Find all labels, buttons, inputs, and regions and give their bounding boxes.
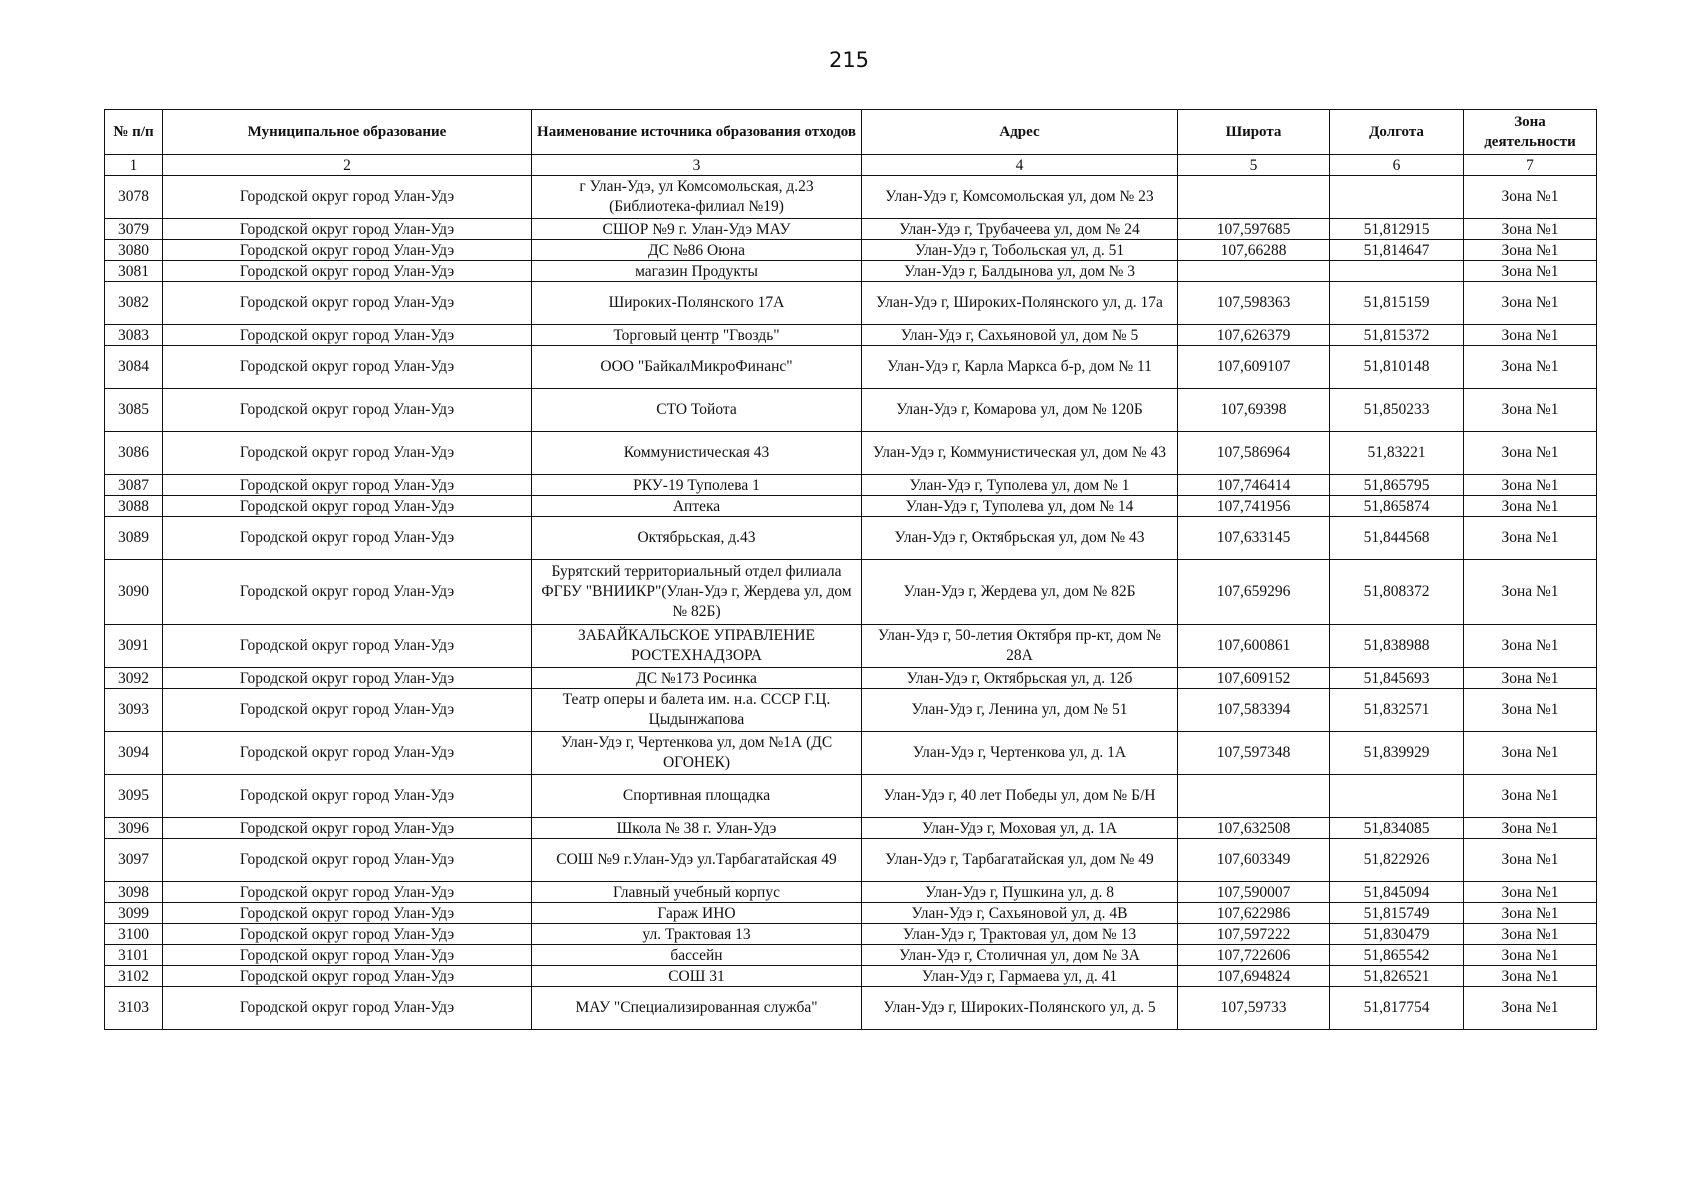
zone-cell: Зона №1 [1464, 240, 1597, 261]
column-number: 1 [105, 155, 163, 176]
source-name-cell: Октябрьская, д.43 [532, 517, 862, 560]
table-row [105, 389, 1597, 432]
latitude-cell: 107,609107 [1178, 346, 1330, 389]
table-row [105, 966, 1597, 987]
row-number-cell: 3090 [105, 560, 163, 625]
source-name-cell: Главный учебный корпус [532, 882, 862, 903]
table-row [105, 261, 1597, 282]
address-cell: Улан-Удэ г, Гармаева ул, д. 41 [862, 966, 1178, 987]
row-number-cell: 3082 [105, 282, 163, 325]
zone-cell: Зона №1 [1464, 924, 1597, 945]
source-name-cell: СОШ №9 г.Улан-Удэ ул.Тарбагатайская 49 [532, 839, 862, 882]
row-number-cell: 3079 [105, 219, 163, 240]
source-name-cell: Широких-Полянского 17А [532, 282, 862, 325]
latitude-cell: 107,622986 [1178, 903, 1330, 924]
municipality-cell: Городской округ город Улан-Удэ [163, 432, 532, 475]
longitude-cell: 51,817754 [1330, 987, 1464, 1030]
zone-cell: Зона №1 [1464, 496, 1597, 517]
longitude-cell: 51,832571 [1330, 689, 1464, 732]
latitude-cell: 107,583394 [1178, 689, 1330, 732]
longitude-cell: 51,839929 [1330, 732, 1464, 775]
address-cell: Улан-Удэ г, Туполева ул, дом № 14 [862, 496, 1178, 517]
row-number-cell: 3086 [105, 432, 163, 475]
longitude-cell: 51,844568 [1330, 517, 1464, 560]
municipality-cell: Городской округ город Улан-Удэ [163, 176, 532, 219]
latitude-cell [1178, 775, 1330, 818]
address-cell: Улан-Удэ г, Ленина ул, дом № 51 [862, 689, 1178, 732]
row-number-cell: 3083 [105, 325, 163, 346]
source-name-cell: ДС №173 Росинка [532, 668, 862, 689]
latitude-cell: 107,632508 [1178, 818, 1330, 839]
address-cell: Улан-Удэ г, Балдынова ул, дом № 3 [862, 261, 1178, 282]
table-row [105, 775, 1597, 818]
header-cell: Адрес [862, 110, 1178, 155]
address-cell: Улан-Удэ г, Трактовая ул, дом № 13 [862, 924, 1178, 945]
longitude-cell [1330, 261, 1464, 282]
row-number-cell: 3100 [105, 924, 163, 945]
table-row [105, 924, 1597, 945]
address-cell: Улан-Удэ г, Октябрьская ул, д. 12б [862, 668, 1178, 689]
municipality-cell: Городской округ город Улан-Удэ [163, 668, 532, 689]
source-name-cell: Театр оперы и балета им. н.а. СССР Г.Ц. Цыдынжапова [532, 689, 862, 732]
column-number: 3 [532, 155, 862, 176]
source-name-cell: ООО "БайкалМикроФинанс" [532, 346, 862, 389]
municipality-cell: Городской округ город Улан-Удэ [163, 987, 532, 1030]
latitude-cell: 107,586964 [1178, 432, 1330, 475]
latitude-cell: 107,597685 [1178, 219, 1330, 240]
source-name-cell: Школа № 38 г. Улан-Удэ [532, 818, 862, 839]
latitude-cell [1178, 176, 1330, 219]
longitude-cell: 51,834085 [1330, 818, 1464, 839]
page-number: 215 [828, 48, 870, 72]
row-number-cell: 3095 [105, 775, 163, 818]
source-name-cell: Коммунистическая 43 [532, 432, 862, 475]
zone-cell: Зона №1 [1464, 261, 1597, 282]
zone-cell: Зона №1 [1464, 689, 1597, 732]
row-number-cell: 3087 [105, 475, 163, 496]
source-name-cell: магазин Продукты [532, 261, 862, 282]
municipality-cell: Городской округ город Улан-Удэ [163, 325, 532, 346]
longitude-cell: 51,826521 [1330, 966, 1464, 987]
latitude-cell: 107,694824 [1178, 966, 1330, 987]
zone-cell: Зона №1 [1464, 346, 1597, 389]
source-name-cell: Торговый центр "Гвоздь" [532, 325, 862, 346]
header-cell: № п/п [105, 110, 163, 155]
table-row [105, 240, 1597, 261]
table-body [105, 176, 1597, 1030]
source-name-cell: ул. Трактовая 13 [532, 924, 862, 945]
source-name-cell: Бурятский территориальный отдел филиала ФГБУ "ВНИИКР"(Улан-Удэ г, Жердева ул, дом № 82Б) [532, 560, 862, 625]
address-cell: Улан-Удэ г, Карла Маркса б-р, дом № 11 [862, 346, 1178, 389]
table-row [105, 176, 1597, 219]
table-row [105, 987, 1597, 1030]
latitude-cell: 107,59733 [1178, 987, 1330, 1030]
table-row [105, 282, 1597, 325]
zone-cell: Зона №1 [1464, 945, 1597, 966]
zone-cell: Зона №1 [1464, 432, 1597, 475]
longitude-cell: 51,814647 [1330, 240, 1464, 261]
address-cell: Улан-Удэ г, Широких-Полянского ул, д. 17а [862, 282, 1178, 325]
longitude-cell: 51,822926 [1330, 839, 1464, 882]
latitude-cell [1178, 261, 1330, 282]
latitude-cell: 107,746414 [1178, 475, 1330, 496]
zone-cell: Зона №1 [1464, 818, 1597, 839]
municipality-cell: Городской округ город Улан-Удэ [163, 775, 532, 818]
zone-cell: Зона №1 [1464, 839, 1597, 882]
municipality-cell: Городской округ город Улан-Удэ [163, 689, 532, 732]
municipality-cell: Городской округ город Улан-Удэ [163, 261, 532, 282]
address-cell: Улан-Удэ г, Широких-Полянского ул, д. 5 [862, 987, 1178, 1030]
table-row [105, 689, 1597, 732]
row-number-cell: 3098 [105, 882, 163, 903]
longitude-cell: 51,838988 [1330, 625, 1464, 668]
municipality-cell: Городской округ город Улан-Удэ [163, 945, 532, 966]
row-number-cell: 3101 [105, 945, 163, 966]
table-row [105, 346, 1597, 389]
table-row [105, 732, 1597, 775]
table-row [105, 219, 1597, 240]
source-name-cell: РКУ-19 Туполева 1 [532, 475, 862, 496]
row-number-cell: 3103 [105, 987, 163, 1030]
zone-cell: Зона №1 [1464, 732, 1597, 775]
longitude-cell [1330, 775, 1464, 818]
table-row [105, 945, 1597, 966]
address-cell: Улан-Удэ г, Туполева ул, дом № 1 [862, 475, 1178, 496]
municipality-cell: Городской округ город Улан-Удэ [163, 903, 532, 924]
longitude-cell: 51,83221 [1330, 432, 1464, 475]
zone-cell: Зона №1 [1464, 560, 1597, 625]
municipality-cell: Городской округ город Улан-Удэ [163, 240, 532, 261]
longitude-cell: 51,845693 [1330, 668, 1464, 689]
longitude-cell: 51,808372 [1330, 560, 1464, 625]
column-number: 7 [1464, 155, 1597, 176]
header-row [105, 110, 1597, 155]
table-row [105, 839, 1597, 882]
latitude-cell: 107,609152 [1178, 668, 1330, 689]
row-number-cell: 3078 [105, 176, 163, 219]
header-cell: Муниципальное образование [163, 110, 532, 155]
address-cell: Улан-Удэ г, Трубачеева ул, дом № 24 [862, 219, 1178, 240]
row-number-cell: 3089 [105, 517, 163, 560]
longitude-cell [1330, 176, 1464, 219]
header-cell: Долгота [1330, 110, 1464, 155]
zone-cell: Зона №1 [1464, 325, 1597, 346]
source-name-cell: СТО Тойота [532, 389, 862, 432]
address-cell: Улан-Удэ г, Жердева ул, дом № 82Б [862, 560, 1178, 625]
municipality-cell: Городской округ город Улан-Удэ [163, 389, 532, 432]
address-cell: Улан-Удэ г, Коммунистическая ул, дом № 43 [862, 432, 1178, 475]
longitude-cell: 51,810148 [1330, 346, 1464, 389]
zone-cell: Зона №1 [1464, 219, 1597, 240]
row-number-cell: 3081 [105, 261, 163, 282]
source-name-cell: г Улан-Удэ, ул Комсомольская, д.23 (Библиотека-филиал №19) [532, 176, 862, 219]
latitude-cell: 107,741956 [1178, 496, 1330, 517]
zone-cell: Зона №1 [1464, 966, 1597, 987]
longitude-cell: 51,865542 [1330, 945, 1464, 966]
longitude-cell: 51,865874 [1330, 496, 1464, 517]
source-name-cell: СШОР №9 г. Улан-Удэ МАУ [532, 219, 862, 240]
address-cell: Улан-Удэ г, Тобольская ул, д. 51 [862, 240, 1178, 261]
municipality-cell: Городской округ город Улан-Удэ [163, 882, 532, 903]
latitude-cell: 107,603349 [1178, 839, 1330, 882]
longitude-cell: 51,815159 [1330, 282, 1464, 325]
zone-cell: Зона №1 [1464, 903, 1597, 924]
table-row [105, 903, 1597, 924]
source-name-cell: СОШ 31 [532, 966, 862, 987]
column-number: 4 [862, 155, 1178, 176]
row-number-cell: 3102 [105, 966, 163, 987]
column-number: 2 [163, 155, 532, 176]
address-cell: Улан-Удэ г, Пушкина ул, д. 8 [862, 882, 1178, 903]
longitude-cell: 51,845094 [1330, 882, 1464, 903]
municipality-cell: Городской округ город Улан-Удэ [163, 346, 532, 389]
latitude-cell: 107,66288 [1178, 240, 1330, 261]
table-row [105, 325, 1597, 346]
municipality-cell: Городской округ город Улан-Удэ [163, 560, 532, 625]
address-cell: Улан-Удэ г, Октябрьская ул, дом № 43 [862, 517, 1178, 560]
row-number-cell: 3091 [105, 625, 163, 668]
column-number-row [105, 155, 1597, 176]
latitude-cell: 107,626379 [1178, 325, 1330, 346]
zone-cell: Зона №1 [1464, 775, 1597, 818]
municipality-cell: Городской округ город Улан-Удэ [163, 517, 532, 560]
source-name-cell: МАУ "Специализированная служба" [532, 987, 862, 1030]
municipality-cell: Городской округ город Улан-Удэ [163, 732, 532, 775]
table-row [105, 560, 1597, 625]
table-row [105, 625, 1597, 668]
latitude-cell: 107,69398 [1178, 389, 1330, 432]
row-number-cell: 3084 [105, 346, 163, 389]
municipality-cell: Городской округ город Улан-Удэ [163, 496, 532, 517]
longitude-cell: 51,850233 [1330, 389, 1464, 432]
latitude-cell: 107,597348 [1178, 732, 1330, 775]
source-name-cell: бассейн [532, 945, 862, 966]
zone-cell: Зона №1 [1464, 668, 1597, 689]
table-row [105, 432, 1597, 475]
longitude-cell: 51,812915 [1330, 219, 1464, 240]
address-cell: Улан-Удэ г, 50-летия Октября пр-кт, дом № 28А [862, 625, 1178, 668]
zone-cell: Зона №1 [1464, 282, 1597, 325]
longitude-cell: 51,830479 [1330, 924, 1464, 945]
longitude-cell: 51,865795 [1330, 475, 1464, 496]
source-name-cell: Улан-Удэ г, Чертенкова ул, дом №1А (ДС ОГОНЕК) [532, 732, 862, 775]
row-number-cell: 3093 [105, 689, 163, 732]
row-number-cell: 3085 [105, 389, 163, 432]
address-cell: Улан-Удэ г, Столичная ул, дом № 3А [862, 945, 1178, 966]
table-row [105, 475, 1597, 496]
address-cell: Улан-Удэ г, Чертенкова ул, д. 1А [862, 732, 1178, 775]
address-cell: Улан-Удэ г, Тарбагатайская ул, дом № 49 [862, 839, 1178, 882]
table-row [105, 818, 1597, 839]
table-row [105, 496, 1597, 517]
source-name-cell: Гараж ИНО [532, 903, 862, 924]
address-cell: Улан-Удэ г, Моховая ул, д. 1А [862, 818, 1178, 839]
address-cell: Улан-Удэ г, Комарова ул, дом № 120Б [862, 389, 1178, 432]
row-number-cell: 3099 [105, 903, 163, 924]
latitude-cell: 107,600861 [1178, 625, 1330, 668]
latitude-cell: 107,659296 [1178, 560, 1330, 625]
latitude-cell: 107,597222 [1178, 924, 1330, 945]
address-cell: Улан-Удэ г, Сахьяновой ул, д. 4В [862, 903, 1178, 924]
header-cell: Наименование источника образования отходов [532, 110, 862, 155]
address-cell: Улан-Удэ г, Комсомольская ул, дом № 23 [862, 176, 1178, 219]
source-name-cell: ДС №86 Оюна [532, 240, 862, 261]
source-name-cell: Аптека [532, 496, 862, 517]
municipality-cell: Городской округ город Улан-Удэ [163, 282, 532, 325]
waste-sources-table [104, 109, 1597, 1030]
longitude-cell: 51,815372 [1330, 325, 1464, 346]
latitude-cell: 107,633145 [1178, 517, 1330, 560]
column-number: 5 [1178, 155, 1330, 176]
municipality-cell: Городской округ город Улан-Удэ [163, 475, 532, 496]
column-number: 6 [1330, 155, 1464, 176]
municipality-cell: Городской округ город Улан-Удэ [163, 924, 532, 945]
zone-cell: Зона №1 [1464, 475, 1597, 496]
municipality-cell: Городской округ город Улан-Удэ [163, 818, 532, 839]
latitude-cell: 107,722606 [1178, 945, 1330, 966]
table-row [105, 882, 1597, 903]
zone-cell: Зона №1 [1464, 882, 1597, 903]
table-row [105, 517, 1597, 560]
header-cell: Широта [1178, 110, 1330, 155]
zone-cell: Зона №1 [1464, 987, 1597, 1030]
source-name-cell: ЗАБАЙКАЛЬСКОЕ УПРАВЛЕНИЕ РОСТЕХНАДЗОРА [532, 625, 862, 668]
row-number-cell: 3092 [105, 668, 163, 689]
row-number-cell: 3088 [105, 496, 163, 517]
zone-cell: Зона №1 [1464, 176, 1597, 219]
zone-cell: Зона №1 [1464, 517, 1597, 560]
address-cell: Улан-Удэ г, 40 лет Победы ул, дом № Б/Н [862, 775, 1178, 818]
table-row [105, 668, 1597, 689]
source-name-cell: Спортивная площадка [532, 775, 862, 818]
longitude-cell: 51,815749 [1330, 903, 1464, 924]
municipality-cell: Городской округ город Улан-Удэ [163, 219, 532, 240]
municipality-cell: Городской округ город Улан-Удэ [163, 839, 532, 882]
latitude-cell: 107,598363 [1178, 282, 1330, 325]
row-number-cell: 3094 [105, 732, 163, 775]
row-number-cell: 3096 [105, 818, 163, 839]
row-number-cell: 3097 [105, 839, 163, 882]
zone-cell: Зона №1 [1464, 625, 1597, 668]
municipality-cell: Городской округ город Улан-Удэ [163, 966, 532, 987]
zone-cell: Зона №1 [1464, 389, 1597, 432]
municipality-cell: Городской округ город Улан-Удэ [163, 625, 532, 668]
row-number-cell: 3080 [105, 240, 163, 261]
latitude-cell: 107,590007 [1178, 882, 1330, 903]
header-cell: Зона деятельности [1464, 110, 1597, 155]
address-cell: Улан-Удэ г, Сахьяновой ул, дом № 5 [862, 325, 1178, 346]
